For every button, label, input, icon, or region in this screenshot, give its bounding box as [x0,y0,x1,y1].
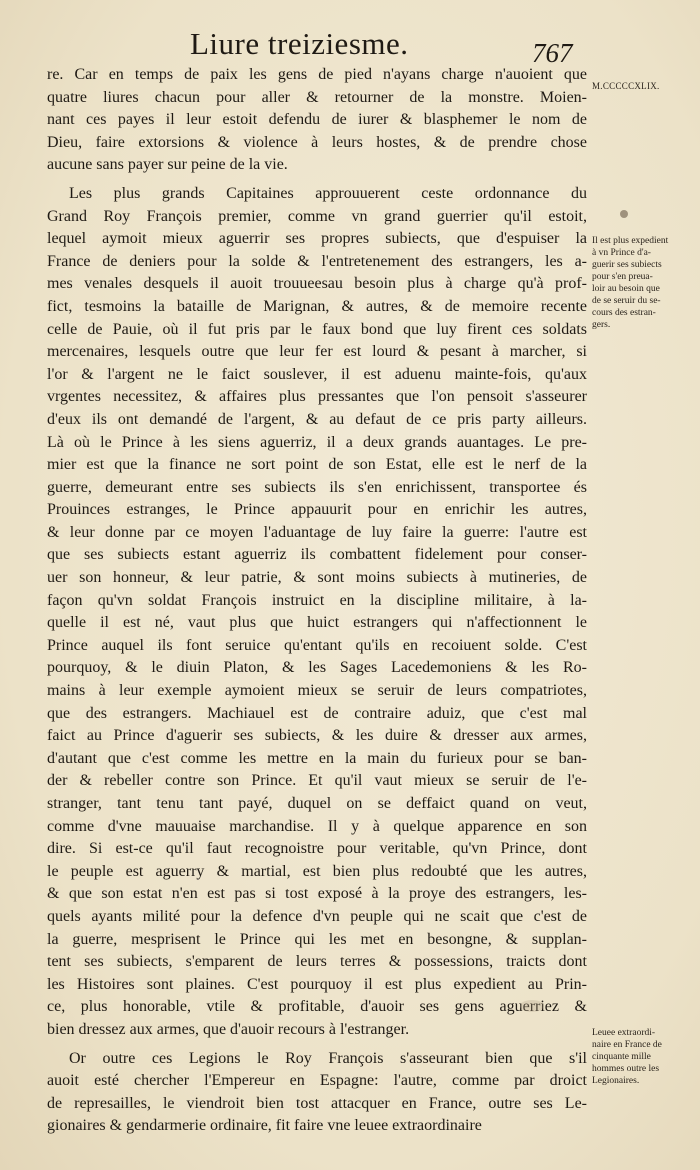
text-line: mier est que la finance ne sort point de son Estat, elle est le nerf de la [47,456,587,474]
text-line: quels ayants milité pour la defence d'vn peuple qui ne scait que c'est de [47,907,587,925]
text-line: dire. Si est-ce qu'il faut recognoistre pour veritable, qu'vn Prince, dont [47,840,587,858]
text-line: mains à leur exemple aymoient mieux se seruir de leurs compatriotes, [47,682,587,700]
margin-note-line: à vn Prince d'a- [592,248,651,258]
margin-note-line: gers. [592,320,611,330]
text-line: celle de Pauie, où il fut pris par le faux bond que luy firent ces soldats [47,320,587,338]
text-line: re. Car en temps de paix les gens de pied n'ayans charge n'auoient que [47,66,587,83]
text-line: quelle il est né, vaut plus que huict estrangers qui n'affectionnent le [47,614,587,632]
paragraph-2 [47,183,587,1042]
margin-note-line: hommes outre les [592,1064,660,1074]
margin-note-line: naire en France de [592,1040,662,1050]
text-line: auoit esté chercher l'Empereur en Espagne: l'autre, comme par droict [47,1072,587,1090]
body-text [47,64,587,1138]
text-line: der & rebeller contre son Prince. Et qu'il vaut mieux se seruir de l'e- [47,772,587,790]
text-line: que des estrangers. Machiauel est de contraire aduiz, que c'est mal [47,704,587,722]
text-line: de represailles, le viendroit bien tost attacquer en France, outre ses Le- [47,1094,587,1112]
text-line: uer son honneur, & leur patrie, & sont moins subiects à mutineries, de [47,569,587,587]
text-line: faict au Prince d'aguerir ses subiects, & les duire & dresser aux armes, [47,727,587,745]
margin-note-line: Leuee extraordi- [592,1028,656,1038]
margin-note-line: cinquante mille [592,1052,651,1062]
ink-blot [620,210,628,218]
text-line: fict, tesmoins la bataille de Marignan, & autres, & de memoire recente [47,297,587,315]
text-line: lequel aymoit mieux aguerrir ses propres subiects, que d'espuiser la [47,230,587,248]
margin-note-line: pour s'en preua- [592,272,653,282]
text-line: aucune sans payer sur peine de la vie. [47,156,288,174]
margin-note-line: Legionaires. [592,1076,640,1086]
margin-note-line: loir au besoin que [592,284,660,294]
paper-smudge [520,1000,544,1012]
margin-note-line: cours des estran- [592,308,656,318]
margin-note-line: guerir ses subiects [592,260,662,270]
text-line: Grand Roy François premier, comme vn grand guerrier qu'il estoit, [47,207,587,225]
running-head: Liure treiziesme. [190,26,409,61]
text-line: Prince auquel ils font seruice qu'entant qu'ils en recoiuent solde. C'est [47,636,587,654]
text-line: les Histoires sont plaines. C'est pourquoy il est plus expedient au Prin- [47,975,587,993]
text-line: & que son estat n'en est pas si tost exposé à la proye des estrangers, les- [47,885,587,903]
text-line: d'autant que c'est comme les mettre en la main du furieux pour se ban- [47,749,587,767]
text-line: stranger, tant tenu tant payé, duquel on se deffaict quand on veut, [47,795,587,812]
page-number: 767 [532,38,573,68]
margin-note-line: M.CCCCCXLIX. [592,81,660,91]
text-line: la guerre, mesprisent le Prince qui les met en besongne, & supplan- [47,930,587,948]
paragraph-1 [47,64,587,177]
text-line: ce, plus honorable, vtile & profitable, d'auoir ses gens aguerriez & [47,998,587,1016]
margin-note-line: Il est plus expedient [592,236,669,246]
text-line: gionaires & gendarmerie ordinaire, fit faire vne leuee extraordinaire [47,1117,482,1135]
text-line: tent ses subiects, s'emparent de leurs terres & possessions, traicts dont [47,953,587,971]
text-line: mercenaires, lesquels outre que leur fer est lourd & pesant à marcher, si [47,343,587,361]
text-line: nant ces payes il leur estoit defendu de iurer & blasphemer le nom de [47,111,587,129]
margin-note-levy [592,1027,694,1087]
paragraph-3 [47,1048,587,1138]
text-line: quatre liures chacun pour aller & retourner de la monstre. Moien- [47,88,587,106]
margin-note-line: de se seruir du se- [592,296,661,306]
text-line: Or outre ces Legions le Roy François s'asseurant bien que s'il [69,1049,587,1067]
text-line: d'eux ils ont demandé de l'argent, & au defaut de ce pris party ailleurs. [47,410,587,428]
text-line: façon qu'vn soldat François instruict en la discipline militaire, à la- [47,591,587,609]
text-line: mes venales desquels il auoit trouueesau besoin plus à charge qu'à prof- [47,275,587,293]
text-line: bien dressez aux armes, que d'auoir recours à l'estranger. [47,1020,410,1038]
text-line: que ses subiects estant aguerriz ils combattent fidelement pour conser- [47,546,587,564]
text-line: le peuple est aguerry & martial, est bien plus redoubté que les autres, [47,862,587,880]
text-line: guerre, demeurant entre ses subiects ils s'en enrichissent, transportee és [47,478,587,496]
margin-note-year [592,80,694,92]
text-line: l'or & l'argent ne le faict souslever, il est aduenu mainte-fois, qu'aux [47,365,587,383]
text-line: Dieu, faire extorsions & violence à leurs hostes, & de prendre chose [47,133,587,151]
text-line: pourquoy, & le diuin Platon, & les Sages Lacedemoniens & les Ro- [47,659,587,677]
text-line: Les plus grands Capitaines approuuerent ceste ordonnance du [69,184,587,202]
text-line: comme d'vne mauuaise marchandise. Il y à quelque apparence en son [47,817,587,835]
text-line: Là où le Prince à les siens aguerriz, il a deux grands auantages. Le pre- [47,433,587,451]
text-line: & leur donne par ce moyen l'aduantage de luy faire la guerre: l'autre est [47,523,587,541]
text-line: France de deniers pour la solde & l'entretenement des estrangers, les a- [47,252,587,270]
text-line: Prouinces estranges, le Prince appauurit pour en enrichir les autres, [47,501,587,519]
margin-note-expedient [592,235,694,331]
text-line: vrgentes necessitez, & affaires plus pressantes que l'on pensoit s'asseurer [47,388,587,406]
